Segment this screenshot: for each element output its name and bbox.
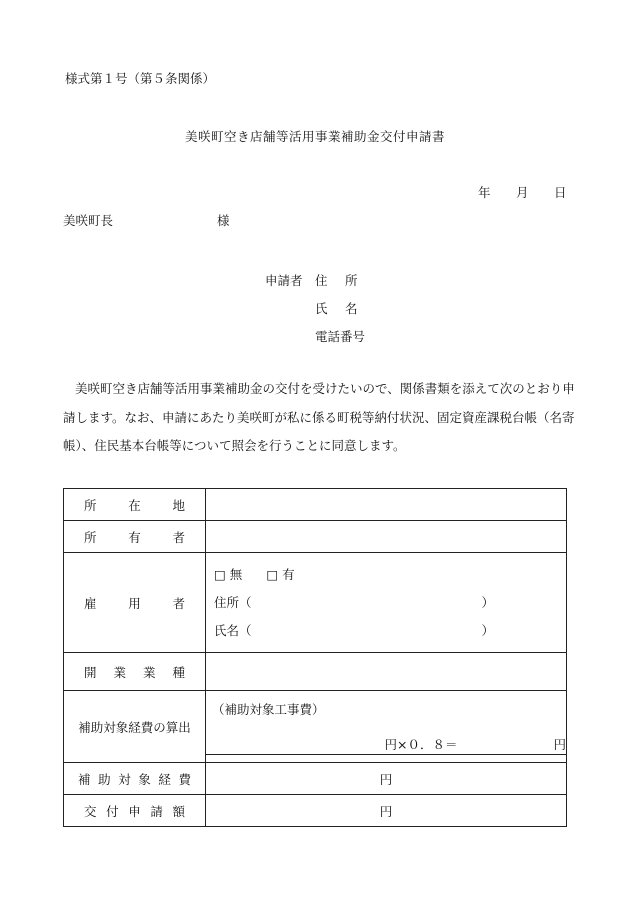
addressee-honorific: 様	[217, 213, 230, 228]
subsidy-expense-field[interactable]	[206, 763, 567, 795]
employer-yes-checkbox[interactable]: □ 有	[266, 566, 295, 582]
document-title: 美咲町空き店舗等活用事業補助金交付申請書	[184, 129, 445, 144]
grant-amount-field[interactable]	[206, 795, 567, 827]
date-line	[478, 183, 567, 201]
employer-name-close: ）	[481, 622, 495, 638]
owner-field[interactable]	[206, 521, 567, 553]
employer-field	[206, 553, 567, 653]
row-subsidy-expense	[64, 763, 567, 795]
grant-amount-yen: 円	[379, 803, 393, 819]
expense-calc-formula-line	[206, 735, 566, 755]
row-location	[64, 489, 567, 521]
addressee-name: 美咲町長	[63, 213, 114, 228]
application-statement: 美咲町空き店舗等活用事業補助金の交付を受けたいので、関係書類を添えて次のとおり申請します。なお、申請にあたり美咲町が私に係る町税等納付状況、固定資産課税台帳（名寄帳）、住民基本台帳等について照会を行うことに同意します。	[63, 381, 575, 453]
month-label: 月	[516, 185, 529, 200]
business-type-label: 開 業 業 種	[64, 653, 206, 691]
applicant-label: 申請者	[265, 273, 303, 288]
employer-address-label: 住所（	[214, 594, 252, 610]
expense-calc-sublabel: （補助対象工事費）	[212, 701, 325, 717]
row-owner	[64, 521, 567, 553]
subsidy-expense-yen: 円	[379, 771, 393, 787]
location-label: 所 在 地	[64, 489, 206, 521]
name-label-2: 名	[345, 301, 358, 316]
employer-address-close: ）	[481, 594, 495, 610]
employer-label: 雇 用 者	[64, 553, 206, 653]
expense-calc-yen: 円	[553, 736, 566, 752]
row-expense-calc	[64, 691, 567, 763]
business-type-field[interactable]	[206, 653, 567, 691]
year-label: 年	[478, 185, 491, 200]
application-table	[63, 488, 567, 827]
location-field[interactable]	[206, 489, 567, 521]
phone-label: 電話番号	[315, 329, 366, 344]
row-grant-amount	[64, 795, 567, 827]
employer-none-checkbox[interactable]: □ 無	[214, 566, 243, 582]
employer-name-line[interactable]	[214, 617, 558, 645]
employer-address-line[interactable]	[214, 589, 558, 617]
applicant-block	[265, 267, 365, 351]
employer-none-label: 無	[229, 566, 243, 582]
employer-yes-label: 有	[282, 566, 295, 582]
row-employer	[64, 553, 567, 653]
expense-calc-formula: 円×０．８＝	[384, 736, 458, 752]
day-label: 日	[554, 185, 567, 200]
subsidy-expense-label: 補 助 対 象 経 費	[64, 763, 206, 795]
addressee	[63, 211, 230, 229]
row-business-type	[64, 653, 567, 691]
form-number: 様式第１号（第５条関係）	[65, 71, 216, 86]
address-label-1: 住	[315, 273, 328, 288]
employer-name-label: 氏名（	[214, 622, 252, 638]
expense-calc-label: 補助対象経費の算出	[64, 691, 206, 763]
grant-amount-label: 交 付 申 請 額	[64, 795, 206, 827]
owner-label: 所 有 者	[64, 521, 206, 553]
address-label-2: 所	[345, 273, 358, 288]
expense-calc-field[interactable]	[206, 691, 567, 763]
name-label-1: 氏	[315, 301, 328, 316]
